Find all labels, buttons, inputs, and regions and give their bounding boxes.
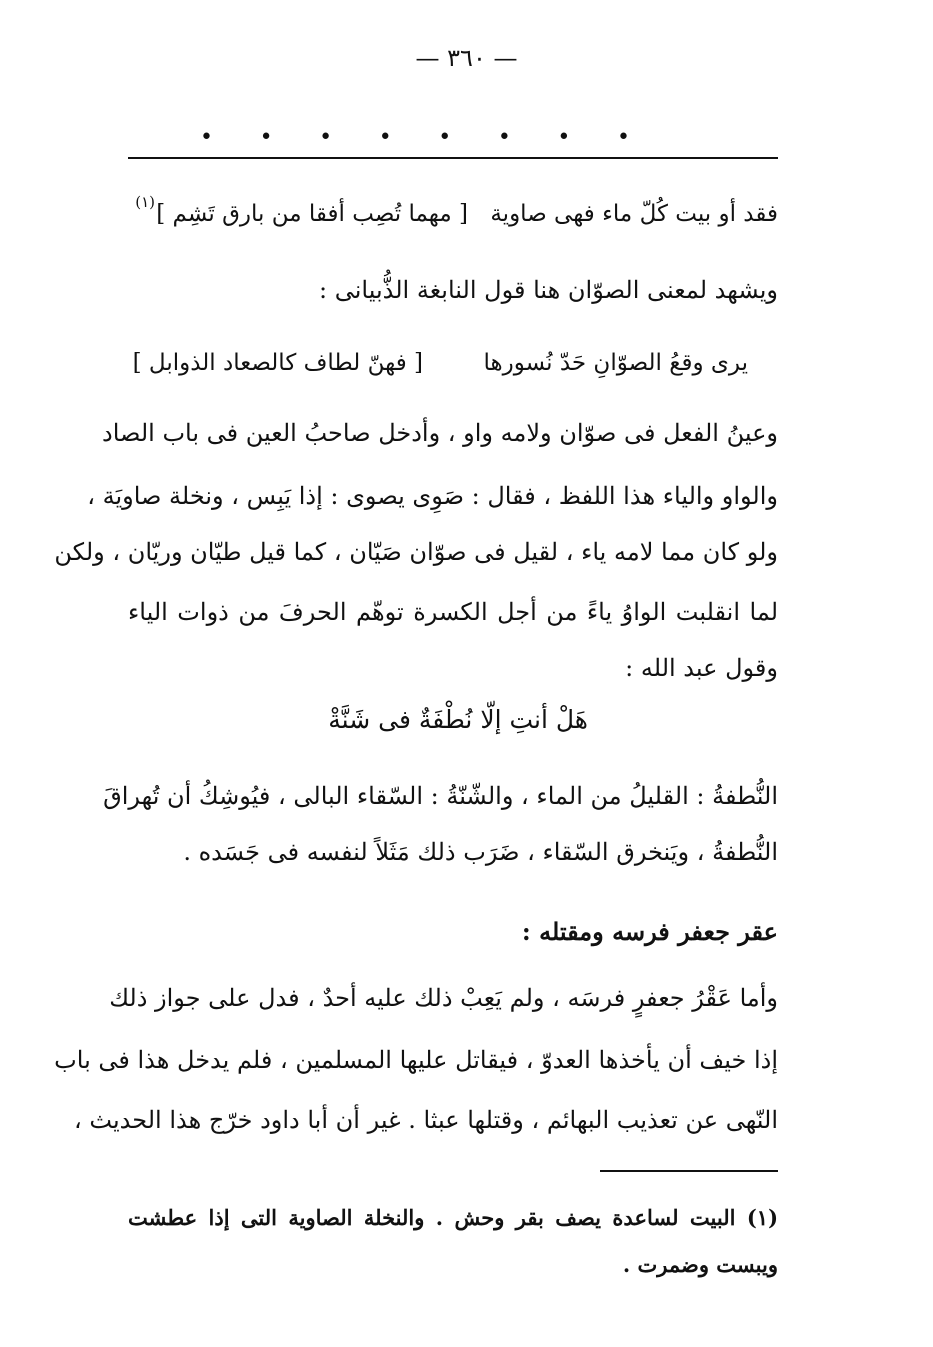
dot: • xyxy=(557,125,571,150)
footnote-line: (١) البيت لساعدة يصف بقر وحش . والنخلة الصاوية التى إذا عطشت xyxy=(128,1205,778,1230)
dot: • xyxy=(378,125,392,150)
para1-line: والواو والياء هذا اللفظ ، فقال : صَوِى يصوى : إذا يَبِس ، ونخلة صاويَة ، xyxy=(87,482,778,510)
dot: • xyxy=(438,125,452,150)
para2-line: النُّطفةُ ، ويَنخرق السّقاء ، ضَرَب ذلك مَثَلاً لنفسه فى جَسَده . xyxy=(183,838,778,866)
dot: • xyxy=(200,125,213,150)
page-number: — ٣٦٠ — xyxy=(415,44,518,72)
verse1-right: فقد أو بيت كُلّ ماء فهى صاوية xyxy=(490,201,778,227)
center-quote: هَلْ أنتِ إلّا نُطْفَةٌ فى شَنَّةْ xyxy=(328,705,588,734)
para3-line: النّهى عن تعذيب البهائم ، وقتلها عبثا . غير أن أبا داود خرّج هذا الحديث ، xyxy=(74,1106,778,1134)
section-heading: عقر جعفر فرسه ومقتله : xyxy=(521,917,778,946)
dot: • xyxy=(616,125,630,150)
footnote-rule xyxy=(600,1170,778,1172)
para1-line: وقول عبد الله : xyxy=(625,654,778,682)
dot: • xyxy=(497,125,511,150)
para1-line: وعينُ الفعل فى صوّان ولامه واو ، وأدخل صاحبُ العين فى باب الصاد xyxy=(102,419,778,447)
para1-line: لما انقلبت الواوُ ياءً من أجل الكسرة توهّم الحرفَ من ذوات الياء xyxy=(128,598,779,626)
verse2-right: يرى وقعُ الصوّانِ حَدّ نُسورها xyxy=(483,350,748,376)
para2-line: النُّطفةُ : القليلُ من الماء ، والشّنّةُ : السّقاء البالى ، فيُوشِكُ أن تُهراقَ xyxy=(103,782,778,810)
para3-line: إذا خيف أن يأخذها العدوّ ، فيقاتل عليها المسلمين ، فلم يدخل هذا فى باب xyxy=(54,1046,778,1074)
para1-line: ولو كان مما لامه ياء ، لقيل فى صوّان صَيّان ، كما قيل طيّان وريّان ، ولكن xyxy=(54,538,778,566)
separator-dots xyxy=(200,125,630,150)
para3-line: وأما عَقْرُ جعفرٍ فرسَه ، ولم يَعِبْ ذلك عليه أحدٌ ، فدل على جواز ذلك xyxy=(109,984,778,1012)
dot: • xyxy=(319,125,333,150)
verse2-left: [ فهنّ لطاف كالصعاد الذوابل ] xyxy=(132,350,423,376)
footnote-line: ويبست وضمرت . xyxy=(622,1252,778,1277)
verse1-left: [ مهما تُصِب أفقا من بارق تَشِم ] xyxy=(156,201,468,227)
top-rule xyxy=(128,157,778,159)
footnote-ref: (١) xyxy=(135,193,155,211)
witness-line: ويشهد لمعنى الصوّان هنا قول النابغة الذُّبيانى : xyxy=(319,276,778,304)
dot: • xyxy=(259,125,273,150)
